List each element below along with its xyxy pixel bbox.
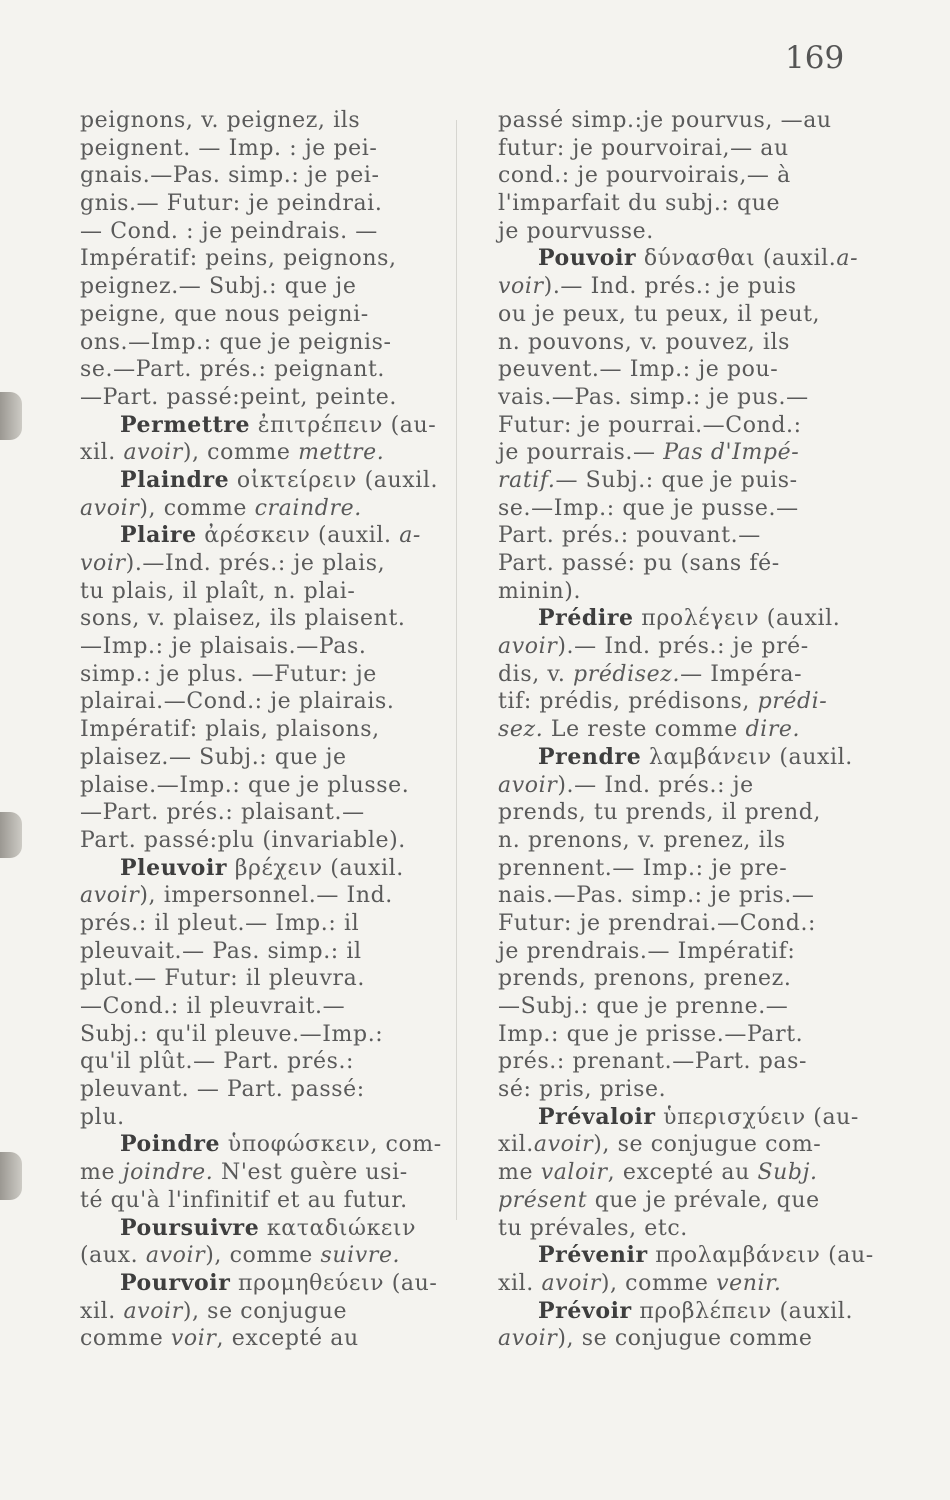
entry-text: me: [498, 1160, 541, 1186]
text-line: [80, 1048, 445, 1076]
entry-text: ), comme: [205, 1243, 321, 1269]
italic-text: a-: [399, 523, 421, 549]
text-line: [80, 522, 445, 550]
entry-text: βρέχειν (auxil.: [227, 855, 404, 881]
entry-text: —Imp.: je plaisais.—Pas.: [80, 634, 367, 660]
text-line: [498, 245, 859, 273]
right-column: [498, 107, 874, 1353]
text-line: [498, 578, 850, 606]
text-line: [80, 799, 445, 827]
italic-text: dire.: [745, 717, 801, 743]
entry-text: tu plais, il plaît, n. plai-: [80, 578, 356, 604]
text-line: [498, 329, 850, 357]
entry-text: ), comme: [600, 1270, 717, 1296]
entry-text: προλαμβάνειν (au-: [647, 1243, 874, 1269]
headword: Prévoir: [538, 1297, 632, 1324]
entry-text: Impératif: plais, plaisons,: [80, 717, 380, 743]
text-line: [80, 661, 445, 689]
italic-text: mettre.: [298, 440, 385, 466]
text-line: [498, 467, 850, 495]
text-line: [498, 965, 850, 993]
text-line: [80, 1021, 445, 1049]
text-line: [80, 384, 445, 412]
entry-text: prends, tu prends, il prend,: [498, 800, 822, 826]
italic-text: voir: [170, 1326, 217, 1352]
entry-text: Imp.: que je prisse.—Part.: [498, 1021, 804, 1047]
text-line: [80, 1325, 445, 1353]
entry-text: Impératif: peins, peignons,: [80, 246, 397, 272]
text-line: [80, 245, 445, 273]
text-line: [498, 218, 850, 246]
text-line: [80, 744, 445, 772]
italic-text: Pas d'Impé-: [663, 440, 800, 466]
entry-text: tif: prédis, prédisons,: [498, 689, 758, 715]
text-line: [80, 965, 445, 993]
text-line: [498, 522, 850, 550]
entry-text: — Cond. : je peindrais. —: [80, 218, 378, 244]
entry-text: ).— Ind. prés.: je: [557, 772, 754, 798]
text-line: [498, 439, 850, 467]
binding-hole-mark: [0, 812, 22, 858]
headword: Plaire: [120, 522, 197, 549]
italic-text: valoir: [540, 1160, 608, 1186]
text-line: [80, 1076, 445, 1104]
entry-text: que je prévale, que: [587, 1187, 820, 1213]
text-line: [498, 1187, 850, 1215]
italic-text: présent: [498, 1187, 588, 1213]
entry-text: prés.: il pleut.— Imp.: il: [80, 910, 360, 936]
entry-text: προλέγειν (auxil.: [633, 606, 841, 632]
entry-text: pleuvant. — Part. passé:: [80, 1077, 365, 1103]
italic-text: prédisez.: [573, 661, 681, 687]
entry-text: —Part. prés.: plaisant.—: [80, 800, 365, 826]
text-line: [498, 550, 850, 578]
entry-text: N'est guère usi-: [213, 1160, 408, 1186]
italic-text: ratif.: [498, 467, 556, 493]
headword: Prévaloir: [538, 1103, 656, 1130]
italic-text: voir: [80, 551, 126, 576]
entry-text: οἰκτείρειν (auxil.: [229, 467, 439, 493]
text-line: [80, 1270, 445, 1298]
entry-text: Futur: je prendrai.—Cond.:: [498, 910, 817, 936]
headword: Plaindre: [120, 466, 230, 493]
text-line: [498, 633, 850, 661]
entry-text: je pourrais.—: [498, 440, 664, 466]
italic-text: craindre.: [254, 495, 362, 521]
entry-text: comme: [80, 1326, 171, 1352]
entry-text: passé simp.:je pourvus, —au: [498, 108, 832, 133]
text-line: [80, 329, 445, 357]
entry-text: xil.: [80, 1298, 124, 1324]
italic-text: avoir: [145, 1243, 206, 1269]
entry-text: καταδιώκειν: [259, 1215, 417, 1241]
entry-text: vais.—Pas. simp.: je pus.—: [498, 384, 809, 410]
entry-text: peignent. — Imp. : je pei-: [80, 135, 378, 161]
text-line: [498, 1215, 850, 1243]
text-line: [80, 1242, 445, 1270]
text-line: [498, 273, 850, 301]
text-line: [80, 882, 445, 910]
text-line: [80, 495, 445, 523]
italic-text: avoir: [541, 1270, 601, 1296]
entry-text: me: [80, 1160, 123, 1186]
headword: Prévenir: [538, 1242, 648, 1269]
text-line: [498, 1076, 850, 1104]
entry-text: qu'il plût.— Part. prés.:: [80, 1049, 355, 1075]
entry-text: plaise.—Imp.: que je plusse.: [80, 772, 410, 798]
text-line: [80, 716, 445, 744]
entry-text: — Subj.: que je puis-: [555, 467, 798, 493]
headword: Pourvoir: [120, 1269, 231, 1296]
text-line: [80, 107, 445, 135]
text-line: [80, 1131, 445, 1159]
text-line: [80, 218, 445, 246]
entry-text: cond.: je pourvoirais,— à: [498, 163, 791, 189]
text-line: [498, 1048, 850, 1076]
entry-text: je prendrais.— Impératif:: [498, 938, 796, 964]
entry-text: n. prenons, v. prenez, ils: [498, 827, 786, 853]
text-line: [80, 1215, 445, 1243]
entry-text: ), se conjugue: [182, 1298, 348, 1324]
text-line: [80, 578, 445, 606]
entry-text: Part. passé:plu (invariable).: [80, 827, 406, 853]
entry-text: se.—Imp.: que je pusse.—: [498, 495, 799, 521]
entry-text: Subj.: qu'il pleuve.—Imp.:: [80, 1021, 384, 1047]
text-line: [498, 1131, 850, 1159]
text-line: [498, 162, 850, 190]
entry-text: ons.—Imp.: que je peignis-: [80, 329, 392, 355]
text-line: [80, 1159, 445, 1187]
italic-text: avoir: [533, 1132, 594, 1158]
entry-text: Part. passé: pu (sans fé-: [498, 551, 780, 576]
text-line: [498, 993, 850, 1021]
text-line: [498, 135, 850, 163]
text-line: [498, 910, 850, 938]
text-line: [80, 162, 445, 190]
entry-text: dis, v.: [498, 661, 574, 687]
entry-text: prennent.— Imp.: je pre-: [498, 855, 788, 881]
text-line: [80, 135, 445, 163]
page-number: 169: [785, 40, 845, 76]
entry-text: ), impersonnel.— Ind.: [139, 883, 393, 909]
entry-text: , excepté au: [216, 1326, 359, 1352]
entry-text: tu prévales, etc.: [498, 1215, 688, 1241]
text-line: [498, 384, 850, 412]
text-line: [498, 1159, 850, 1187]
text-line: [498, 855, 850, 883]
italic-text: avoir: [498, 1326, 558, 1352]
text-line: [498, 1103, 859, 1132]
text-line: [80, 301, 445, 329]
text-line: [498, 772, 850, 800]
entry-text: plaisez.— Subj.: que je: [80, 744, 347, 770]
text-line: [80, 910, 445, 938]
entry-text: je pourvusse.: [498, 218, 654, 244]
headword: Prédire: [538, 605, 634, 632]
headword: Poindre: [120, 1131, 221, 1158]
text-line: [80, 467, 445, 495]
entry-text: ).—Ind. prés.: je plais,: [125, 551, 386, 576]
text-line: [80, 855, 445, 883]
entry-text: ), se conjugue comme: [557, 1326, 813, 1352]
italic-text: avoir: [123, 1298, 183, 1324]
italic-text: suivre.: [320, 1243, 401, 1269]
text-line: [80, 688, 445, 716]
text-line: [80, 1298, 445, 1326]
entry-text: δύνασθαι (auxil.: [636, 246, 837, 272]
italic-text: avoir: [498, 634, 558, 660]
text-line: [498, 356, 850, 384]
entry-text: ἀρέσκειν (auxil.: [196, 523, 400, 549]
entry-text: Part. prés.: pouvant.—: [498, 523, 761, 549]
entry-text: té qu'à l'infinitif et au futur.: [80, 1187, 408, 1213]
entry-text: plairai.—Cond.: je plairais.: [80, 689, 395, 715]
entry-text: minin).: [498, 578, 582, 604]
entry-text: gnis.— Futur: je peindrai.: [80, 191, 383, 217]
entry-text: plut.— Futur: il pleuvra.: [80, 966, 365, 992]
entry-text: Futur: je pourrai.—Cond.:: [498, 412, 802, 438]
text-line: [498, 938, 850, 966]
text-line: [498, 1325, 850, 1353]
text-line: [498, 661, 850, 689]
text-line: [80, 190, 445, 218]
headword: Prendre: [538, 743, 642, 770]
entry-text: simp.: je plus. —Futur: je: [80, 661, 377, 687]
entry-text: peignons, v. peignez, ils: [80, 108, 361, 133]
entry-text: l'imparfait du subj.: que: [498, 191, 781, 217]
entry-text: n. pouvons, v. pouvez, ils: [498, 329, 791, 355]
text-line: [498, 1242, 874, 1270]
entry-text: ), comme: [182, 440, 299, 466]
headword: Poursuivre: [120, 1214, 260, 1241]
entry-text: ὑπερισχύειν (au-: [655, 1104, 859, 1130]
entry-text: —Subj.: que je prenne.—: [498, 994, 789, 1019]
entry-text: Le reste comme: [543, 717, 746, 743]
text-line: [80, 605, 445, 633]
text-line: [80, 772, 445, 800]
text-line: [498, 412, 850, 440]
italic-text: avoir: [123, 440, 183, 466]
entry-text: gnais.—Pas. simp.: je pei-: [80, 163, 380, 189]
text-line: [498, 495, 850, 523]
italic-text: a-: [836, 246, 859, 272]
text-line: [498, 827, 850, 855]
italic-text: joindre.: [122, 1160, 214, 1186]
text-line: [498, 190, 850, 218]
text-line: [498, 1021, 850, 1049]
text-line: [498, 1270, 850, 1298]
text-line: [80, 633, 445, 661]
text-line: [498, 882, 850, 910]
entry-text: se.—Part. prés.: peignant.: [80, 357, 385, 383]
text-line: [80, 550, 445, 578]
entry-text: ).— Ind. prés.: je pré-: [557, 634, 809, 660]
entry-text: nais.—Pas. simp.: je pris.—: [498, 883, 815, 909]
text-line: [80, 938, 445, 966]
text-line: [80, 1187, 445, 1215]
italic-text: voir: [498, 274, 544, 300]
headword: Pouvoir: [538, 245, 637, 272]
entry-text: xil.: [80, 440, 124, 466]
italic-text: prédi-: [757, 689, 828, 715]
entry-text: prés.: prenant.—Part. pas-: [498, 1049, 808, 1075]
text-line: [80, 993, 445, 1021]
binding-hole-mark: [0, 1152, 22, 1200]
text-line: [498, 107, 850, 135]
entry-text: — Impéra-: [680, 661, 803, 687]
italic-text: avoir: [80, 883, 140, 909]
entry-text: peignez.— Subj.: que je: [80, 274, 357, 300]
entry-text: (aux.: [80, 1243, 146, 1269]
column-divider: [456, 120, 457, 1220]
entry-text: ).— Ind. prés.: je puis: [543, 274, 797, 300]
entry-text: ), comme: [139, 495, 255, 521]
entry-text: peigne, que nous peigni-: [80, 301, 369, 327]
entry-text: pleuvait.— Pas. simp.: il: [80, 938, 362, 964]
text-line: [80, 412, 445, 440]
text-line: [80, 827, 445, 855]
entry-text: ὑποφώσκειν, com-: [220, 1132, 442, 1158]
entry-text: ), se conjugue com-: [593, 1132, 822, 1158]
entry-text: —Part. passé:peint, peinte.: [80, 384, 397, 410]
entry-text: , excepté au: [607, 1160, 758, 1186]
text-line: [80, 439, 445, 467]
left-column: [80, 107, 445, 1353]
text-line: [498, 716, 850, 744]
entry-text: προβλέπειν (auxil.: [631, 1298, 854, 1324]
italic-text: sez.: [498, 717, 544, 743]
entry-text: sé: pris, prise.: [498, 1077, 667, 1103]
italic-text: venir.: [716, 1270, 782, 1296]
headword: Pleuvoir: [120, 854, 228, 881]
entry-text: prends, prenons, prenez.: [498, 966, 792, 992]
text-line: [80, 273, 445, 301]
text-line: [498, 301, 850, 329]
italic-text: avoir: [80, 495, 140, 521]
text-line: [498, 1297, 854, 1326]
entry-text: xil.: [498, 1270, 542, 1296]
binding-hole-mark: [0, 392, 22, 440]
text-line: [80, 356, 445, 384]
text-line: [80, 1104, 445, 1132]
text-line: [498, 605, 850, 633]
text-line: [498, 743, 853, 772]
italic-text: avoir: [498, 772, 558, 798]
text-line: [498, 799, 850, 827]
entry-text: xil.: [498, 1132, 534, 1158]
headword: Permettre: [120, 411, 251, 438]
entry-text: plu.: [80, 1104, 125, 1130]
entry-text: peuvent.— Imp.: je pou-: [498, 357, 779, 383]
text-line: [498, 688, 850, 716]
entry-text: προμηθεύειν (au-: [230, 1270, 438, 1296]
entry-text: ou je peux, tu peux, il peut,: [498, 301, 821, 327]
entry-text: λαμβάνειν (auxil.: [641, 744, 853, 770]
entry-text: sons, v. plaisez, ils plaisent.: [80, 606, 406, 632]
entry-text: ἐπιτρέπειν (au-: [250, 412, 437, 438]
italic-text: Subj.: [757, 1160, 818, 1186]
entry-text: —Cond.: il pleuvrait.—: [80, 994, 346, 1019]
entry-text: futur: je pourvoirai,— au: [498, 135, 789, 161]
